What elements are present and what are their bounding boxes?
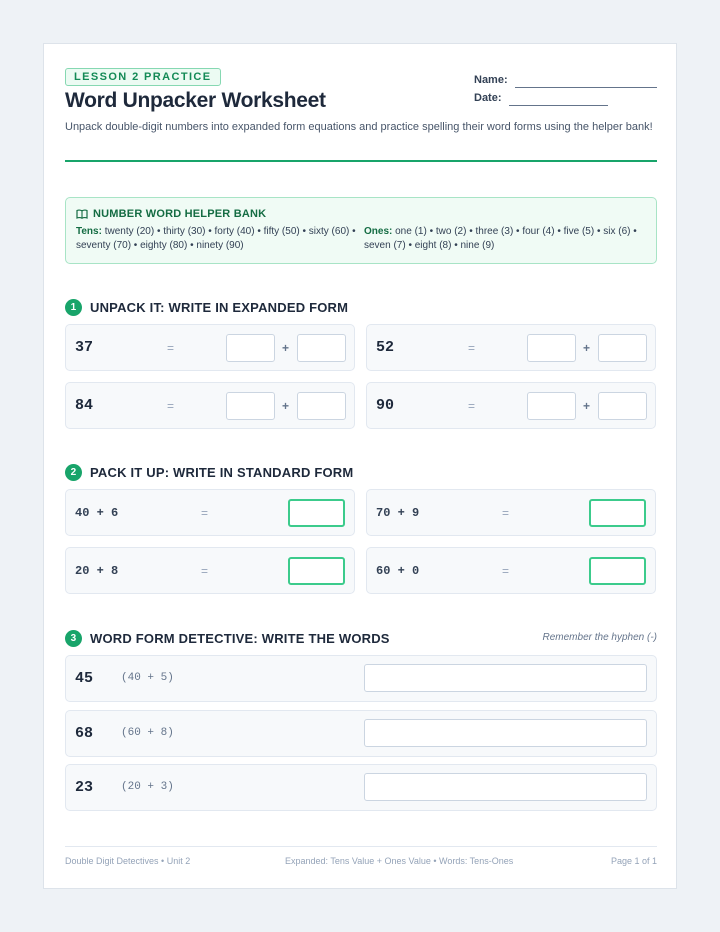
item-number: 68 xyxy=(75,725,94,742)
date-line[interactable] xyxy=(509,105,608,106)
date-label: Date: xyxy=(474,92,502,104)
plus-sign: + xyxy=(282,341,290,355)
helper-bank-title xyxy=(76,208,266,220)
lesson-badge: LESSON 2 PRACTICE xyxy=(65,68,221,86)
standard-item xyxy=(65,547,355,594)
item-hint: (20 + 3) xyxy=(121,781,174,793)
header-divider xyxy=(65,160,657,162)
equals-sign: = xyxy=(167,399,175,413)
expanded-item xyxy=(366,382,656,429)
ones-answer-box[interactable] xyxy=(297,334,346,362)
page-title: Word Unpacker Worksheet xyxy=(65,89,326,112)
section-3-heading xyxy=(65,630,390,647)
standard-item xyxy=(366,489,656,536)
tens-answer-box[interactable] xyxy=(527,392,576,420)
equals-sign: = xyxy=(468,341,476,355)
ones-answer-box[interactable] xyxy=(598,392,647,420)
footer-page: Page 1 of 1 xyxy=(610,856,657,866)
section-1-number: 1 xyxy=(65,299,82,316)
item-number: 84 xyxy=(75,397,94,414)
section-2-number: 2 xyxy=(65,464,82,481)
ones-answer-box[interactable] xyxy=(297,392,346,420)
expanded-item xyxy=(65,324,355,371)
word-form-row xyxy=(65,764,657,811)
word-answer-box[interactable] xyxy=(364,773,647,801)
item-number: 37 xyxy=(75,339,94,356)
word-answer-box[interactable] xyxy=(364,664,647,692)
tens-answer-box[interactable] xyxy=(226,334,275,362)
hyphen-reminder: Remember the hyphen (-) xyxy=(542,632,657,643)
equals-sign: = xyxy=(201,564,209,578)
item-expression: 40 + 6 xyxy=(75,506,119,520)
equals-sign: = xyxy=(502,506,510,520)
name-field xyxy=(474,74,508,86)
tens-text: twenty (20) • thirty (30) • forty (40) • fifty (50) • sixty (60) • seventy (70) • eighty (80) • ninety (90) xyxy=(76,226,356,251)
ones-list xyxy=(364,225,649,253)
plus-sign: + xyxy=(583,399,591,413)
equals-sign: = xyxy=(468,399,476,413)
ones-text: one (1) • two (2) • three (3) • four (4) • five (5) • six (6) • seven (7) • eight (8) • nine (9) xyxy=(364,226,637,251)
section-2-title: PACK IT UP: WRITE IN STANDARD FORM xyxy=(90,465,354,480)
tens-answer-box[interactable] xyxy=(226,392,275,420)
helper-bank-title-text: NUMBER WORD HELPER BANK xyxy=(93,208,267,220)
word-answer-box[interactable] xyxy=(364,719,647,747)
item-number: 52 xyxy=(376,339,395,356)
item-number: 23 xyxy=(75,779,94,796)
equals-sign: = xyxy=(201,506,209,520)
standard-item xyxy=(65,489,355,536)
expanded-item xyxy=(366,324,656,371)
standard-answer-box[interactable] xyxy=(288,557,345,585)
helper-bank xyxy=(65,197,657,264)
name-label: Name: xyxy=(474,74,508,86)
word-form-row xyxy=(65,710,657,757)
plus-sign: + xyxy=(583,341,591,355)
section-2-heading xyxy=(65,464,353,481)
equals-sign: = xyxy=(167,341,175,355)
item-expression: 70 + 9 xyxy=(376,506,420,520)
worksheet-page xyxy=(43,43,677,889)
section-1-title: UNPACK IT: WRITE IN EXPANDED FORM xyxy=(90,300,349,315)
tens-list xyxy=(76,225,361,253)
item-hint: (60 + 8) xyxy=(121,727,174,739)
ones-answer-box[interactable] xyxy=(598,334,647,362)
standard-answer-box[interactable] xyxy=(589,499,646,527)
item-expression: 60 + 0 xyxy=(376,564,420,578)
item-hint: (40 + 5) xyxy=(121,672,174,684)
word-form-row xyxy=(65,655,657,702)
date-field xyxy=(474,92,502,104)
tens-answer-box[interactable] xyxy=(527,334,576,362)
footer-center: Expanded: Tens Value + Ones Value • Words: Tens-Ones xyxy=(285,856,514,866)
book-icon xyxy=(76,209,88,219)
item-number: 90 xyxy=(376,397,395,414)
plus-sign: + xyxy=(282,399,290,413)
footer-divider xyxy=(65,846,657,847)
expanded-item xyxy=(65,382,355,429)
instructions: Unpack double-digit numbers into expanded form equations and practice spelling their word forms using the helper bank! xyxy=(65,121,653,133)
tens-label: Tens: xyxy=(76,226,102,237)
section-3-number: 3 xyxy=(65,630,82,647)
ones-label: Ones: xyxy=(364,226,393,237)
equals-sign: = xyxy=(502,564,510,578)
standard-answer-box[interactable] xyxy=(288,499,345,527)
standard-item xyxy=(366,547,656,594)
section-1-heading xyxy=(65,299,348,316)
item-number: 45 xyxy=(75,670,94,687)
section-3-title: WORD FORM DETECTIVE: WRITE THE WORDS xyxy=(90,631,390,646)
footer-left: Double Digit Detectives • Unit 2 xyxy=(65,856,191,866)
standard-answer-box[interactable] xyxy=(589,557,646,585)
item-expression: 20 + 8 xyxy=(75,564,119,578)
name-line[interactable] xyxy=(515,87,657,88)
